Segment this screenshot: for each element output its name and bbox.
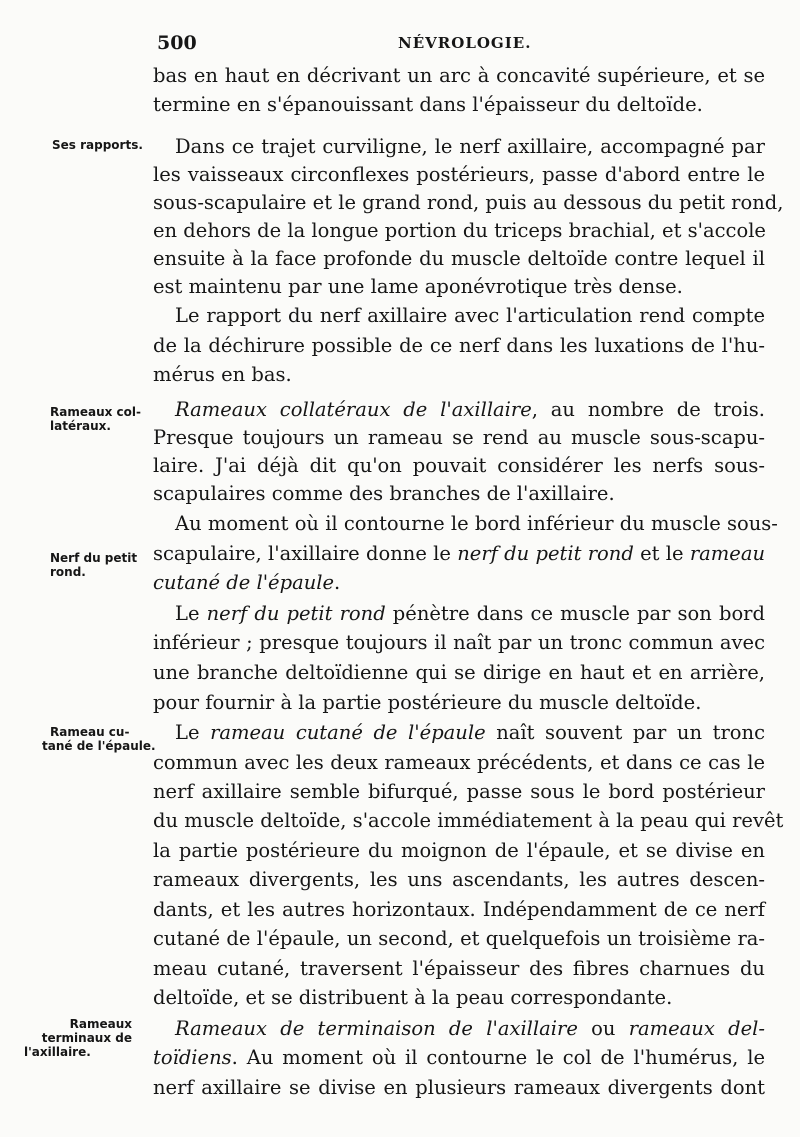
- text-run: ou: [577, 1017, 629, 1040]
- text-line: mérus en bas.: [153, 363, 292, 386]
- text-line: deltoïde, et se distribuent à la peau correspondante.: [153, 986, 673, 1009]
- text-run: et le: [633, 542, 690, 565]
- italic-term: rameau: [689, 542, 766, 565]
- section-heading: Rameaux de terminaison de l'axillaire: [175, 1017, 578, 1040]
- text-line: la partie postérieure du moignon de l'épaule, et se divise en: [153, 839, 765, 862]
- margin-note-rameaux-collateraux: [50, 405, 141, 433]
- italic-term: rameaux del-: [628, 1017, 765, 1040]
- margin-note-line: latéraux.: [50, 419, 111, 433]
- italic-term: toïdiens: [153, 1046, 232, 1069]
- text-run: scapulaire, l'axillaire donne le: [153, 542, 458, 565]
- text-line: [175, 1016, 765, 1042]
- margin-note-ses-rapports: [52, 138, 143, 152]
- italic-term: nerf du petit rond: [206, 602, 386, 625]
- italic-term: nerf du petit rond: [457, 542, 634, 565]
- text-line: cutané de l'épaule, un second, et quelquefois un troisième ra-: [153, 927, 765, 950]
- text-line: [175, 601, 765, 627]
- section-heading: Rameaux collatéraux de l'axillaire: [175, 398, 532, 421]
- text-run: naît souvent par un tronc: [485, 721, 765, 744]
- text-run: pénètre dans ce muscle par son bord: [385, 602, 765, 625]
- page-header: [0, 32, 800, 58]
- text-line: [153, 1045, 765, 1071]
- text-line: [153, 570, 765, 596]
- text-run: .: [334, 571, 341, 594]
- text-line: laire. J'ai déjà dit qu'on pouvait considérer les nerfs sous-: [153, 454, 765, 477]
- text-line: est maintenu par une lame aponévrotique très dense.: [153, 275, 683, 298]
- text-line: pour fournir à la partie postérieure du muscle deltoïde.: [153, 691, 702, 714]
- margin-note-line: Rameaux: [69, 1017, 132, 1031]
- text-line: meau cutané, traversent l'épaisseur des fibres charnues du: [153, 957, 765, 980]
- text-line: Le rapport du nerf axillaire avec l'articulation rend compte: [175, 304, 765, 327]
- page-number: 500: [157, 32, 197, 54]
- text-run: , au nombre de trois.: [531, 398, 765, 421]
- text-line: les vaisseaux circonflexes postérieurs, passe d'abord entre le: [153, 163, 765, 186]
- margin-note-line: tané de l'épaule.: [42, 739, 156, 753]
- text-line: commun avec les deux rameaux précédents, et dans ce cas le: [153, 751, 765, 774]
- running-head: NÉVROLOGIE.: [398, 34, 532, 52]
- text-line: [153, 541, 765, 567]
- text-run: Le: [175, 721, 211, 744]
- text-line: [175, 397, 765, 423]
- text-line: termine en s'épanouissant dans l'épaisseur du deltoïde.: [153, 93, 703, 116]
- margin-note-line: rond.: [50, 565, 86, 579]
- text-line: dants, et les autres horizontaux. Indépendamment de ce nerf: [153, 898, 765, 921]
- text-line: Presque toujours un rameau se rend au muscle sous-scapu-: [153, 426, 765, 449]
- margin-note-line: terminaux de: [41, 1031, 132, 1045]
- margin-note-line: Ses rapports.: [52, 138, 143, 152]
- text-line: nerf axillaire semble bifurqué, passe sous le bord postérieur: [153, 780, 765, 803]
- text-line: Au moment où il contourne le bord inférieur du muscle sous-: [175, 512, 778, 535]
- margin-note-line: Rameau cu-: [50, 725, 130, 739]
- margin-note-line: Rameaux col-: [50, 405, 141, 419]
- italic-term: rameau cutané de l'épaule: [210, 721, 486, 744]
- margin-note-rameaux-terminaux: [24, 1017, 132, 1059]
- text-line: inférieur ; presque toujours il naît par un tronc commun avec: [153, 631, 765, 654]
- margin-note-nerf-du-petit-rond: [50, 551, 137, 579]
- text-run: . Au moment où il contourne le col de l'humérus, le: [231, 1046, 765, 1069]
- text-line: [175, 720, 765, 746]
- text-line: une branche deltoïdienne qui se dirige en haut et en arrière,: [153, 661, 765, 684]
- text-line: ensuite à la face profonde du muscle deltoïde contre lequel il: [153, 247, 765, 270]
- text-line: du muscle deltoïde, s'accole immédiatement à la peau qui revêt: [153, 809, 784, 832]
- text-line: en dehors de la longue portion du triceps brachial, et s'accole: [153, 219, 766, 242]
- text-line: sous-scapulaire et le grand rond, puis au dessous du petit rond,: [153, 191, 784, 214]
- text-line: rameaux divergents, les uns ascendants, les autres descen-: [153, 868, 765, 891]
- italic-term: cutané de l'épaule: [153, 571, 335, 594]
- text-run: Le: [175, 602, 207, 625]
- text-line: bas en haut en décrivant un arc à concavité supérieure, et se: [153, 64, 765, 87]
- text-line: scapulaires comme des branches de l'axillaire.: [153, 482, 615, 505]
- text-line: nerf axillaire se divise en plusieurs rameaux divergents dont: [153, 1076, 765, 1099]
- text-line: de la déchirure possible de ce nerf dans les luxations de l'hu-: [153, 334, 765, 357]
- text-line: Dans ce trajet curviligne, le nerf axillaire, accompagné par: [175, 135, 765, 158]
- margin-note-line: l'axillaire.: [24, 1045, 91, 1059]
- margin-note-rameau-cutane: [42, 725, 156, 753]
- margin-note-line: Nerf du petit: [50, 551, 138, 565]
